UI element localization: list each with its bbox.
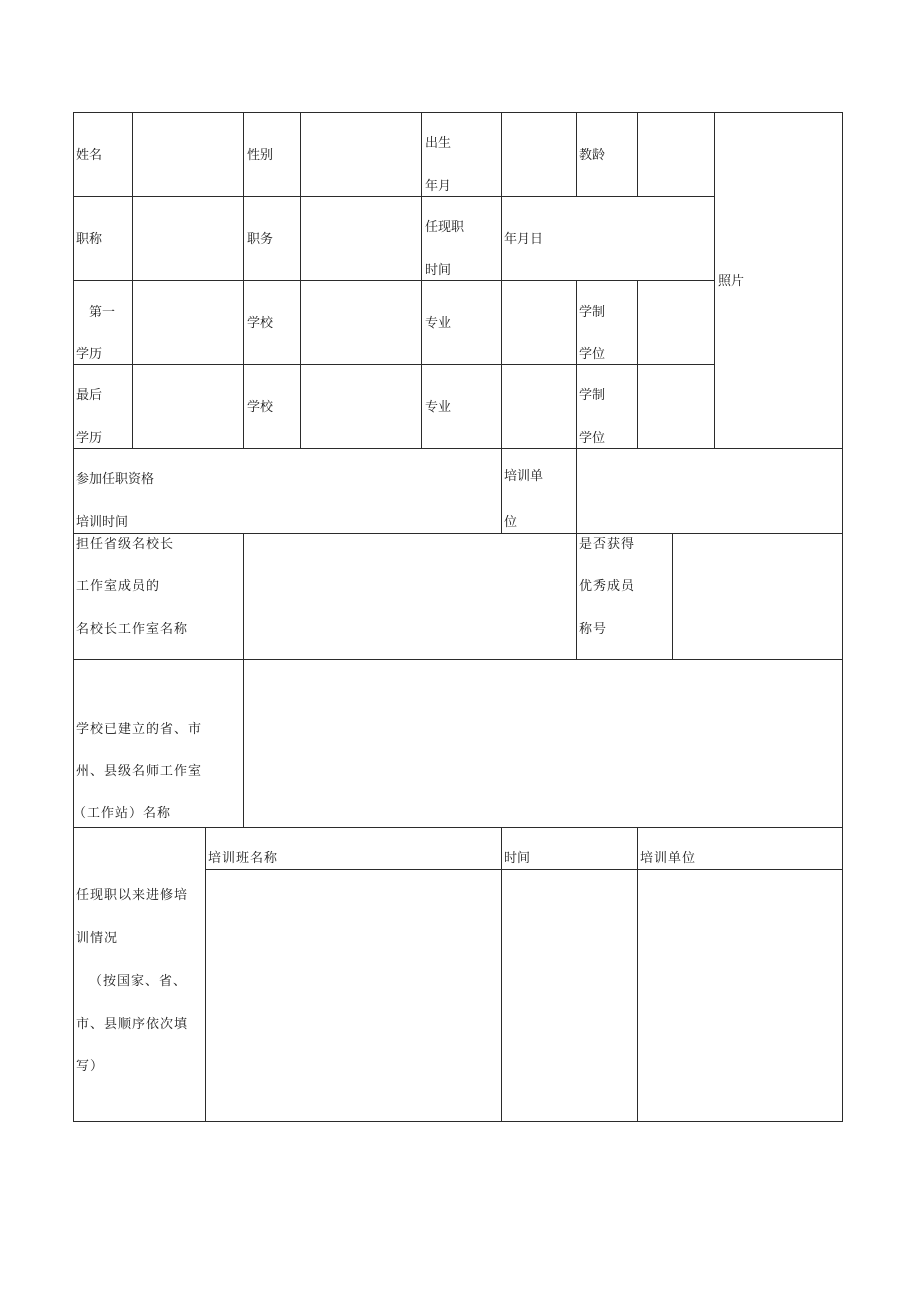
provincial-studio-label-line1: 担任省级名校长 (76, 537, 175, 552)
first-school-label: 学校 (247, 316, 274, 331)
birth-label-line2: 年月 (425, 179, 452, 194)
first-system-label-line2: 学位 (579, 347, 606, 362)
qualification-training-label-line2: 培训时间 (76, 515, 129, 530)
registration-form-table (73, 112, 843, 1122)
provincial-studio-value-field[interactable] (244, 534, 576, 659)
training-unit-label-line2: 位 (504, 515, 518, 530)
school-studio-label-line3: （工作站）名称 (73, 806, 172, 821)
training-history-label-line5: 写） (76, 1059, 105, 1074)
tenure-label-line1: 任现职 (425, 220, 465, 235)
last-edu-label-line2: 学历 (76, 431, 103, 446)
teaching-years-label: 教龄 (579, 148, 606, 163)
row-divider (73, 827, 843, 828)
tenure-date-text[interactable]: 年月日 (504, 232, 544, 247)
position-value-field[interactable] (301, 197, 421, 280)
training-history-label-line4: 市、县顺序依次填 (76, 1017, 189, 1032)
gender-value-field[interactable] (301, 113, 421, 196)
col-divider (243, 112, 244, 449)
first-school-value-field[interactable] (301, 281, 421, 364)
title-label: 职称 (76, 232, 103, 247)
first-edu-label-line2: 学历 (76, 347, 103, 362)
excellent-member-label-line1: 是否获得 (579, 537, 636, 552)
last-system-label-line2: 学位 (579, 431, 606, 446)
position-label: 职务 (247, 232, 274, 247)
school-studio-label-line1: 学校已建立的省、市 (76, 722, 203, 737)
col-divider (842, 112, 843, 1122)
excellent-member-value-field[interactable] (673, 534, 842, 659)
col-divider (576, 533, 577, 660)
training-history-label-line2: 训情况 (76, 931, 119, 946)
provincial-studio-label-line3: 名校长工作室名称 (76, 622, 189, 637)
training-unit-value-field[interactable] (577, 449, 842, 533)
provincial-studio-label-line2: 工作室成员的 (76, 579, 161, 594)
first-system-value-field[interactable] (638, 281, 714, 364)
name-value-field[interactable] (133, 113, 243, 196)
row-divider (73, 1121, 843, 1122)
first-system-label-line1: 学制 (579, 305, 606, 320)
birth-value-field[interactable] (502, 113, 576, 196)
col-divider (421, 112, 422, 449)
training-time-field[interactable] (502, 870, 637, 1121)
school-studio-value-field[interactable] (244, 660, 842, 827)
col-divider (73, 112, 74, 1122)
column-header-unit: 培训单位 (640, 851, 697, 866)
birth-label-line1: 出生 (425, 136, 452, 151)
col-divider (501, 448, 502, 534)
excellent-member-label-line3: 称号 (579, 622, 608, 637)
last-major-label: 专业 (425, 400, 452, 415)
excellent-member-label-line2: 优秀成员 (579, 579, 636, 594)
last-school-value-field[interactable] (301, 365, 421, 448)
last-edu-value-field[interactable] (133, 365, 243, 448)
last-system-label-line1: 学制 (579, 388, 606, 403)
gender-label: 性别 (247, 148, 274, 163)
first-edu-label-line1: 第一 (89, 305, 116, 320)
column-header-class-name: 培训班名称 (208, 851, 279, 866)
tenure-label-line2: 时间 (425, 263, 452, 278)
last-system-value-field[interactable] (638, 365, 714, 448)
first-edu-value-field[interactable] (133, 281, 243, 364)
school-studio-label-line2: 州、县级名师工作室 (76, 764, 203, 779)
teaching-years-value-field[interactable] (638, 113, 714, 196)
training-class-name-field[interactable] (206, 870, 501, 1121)
col-divider (576, 280, 577, 449)
training-unit-label-line1: 培训单 (504, 469, 544, 484)
first-major-label: 专业 (425, 316, 452, 331)
col-divider (576, 112, 577, 197)
training-unit-field[interactable] (638, 870, 842, 1121)
photo-label: 照片 (718, 274, 745, 289)
name-label: 姓名 (76, 148, 103, 163)
column-header-time: 时间 (504, 851, 531, 866)
last-school-label: 学校 (247, 400, 274, 415)
qualification-training-label-line1: 参加任职资格 (76, 472, 155, 487)
photo-area[interactable] (715, 113, 842, 448)
first-major-value-field[interactable] (502, 281, 576, 364)
title-value-field[interactable] (133, 197, 243, 280)
last-major-value-field[interactable] (502, 365, 576, 448)
training-history-label-line1: 任现职以来进修培 (76, 888, 189, 903)
last-edu-label-line1: 最后 (76, 388, 103, 403)
training-history-label-line3: （按国家、省、 (89, 974, 188, 989)
